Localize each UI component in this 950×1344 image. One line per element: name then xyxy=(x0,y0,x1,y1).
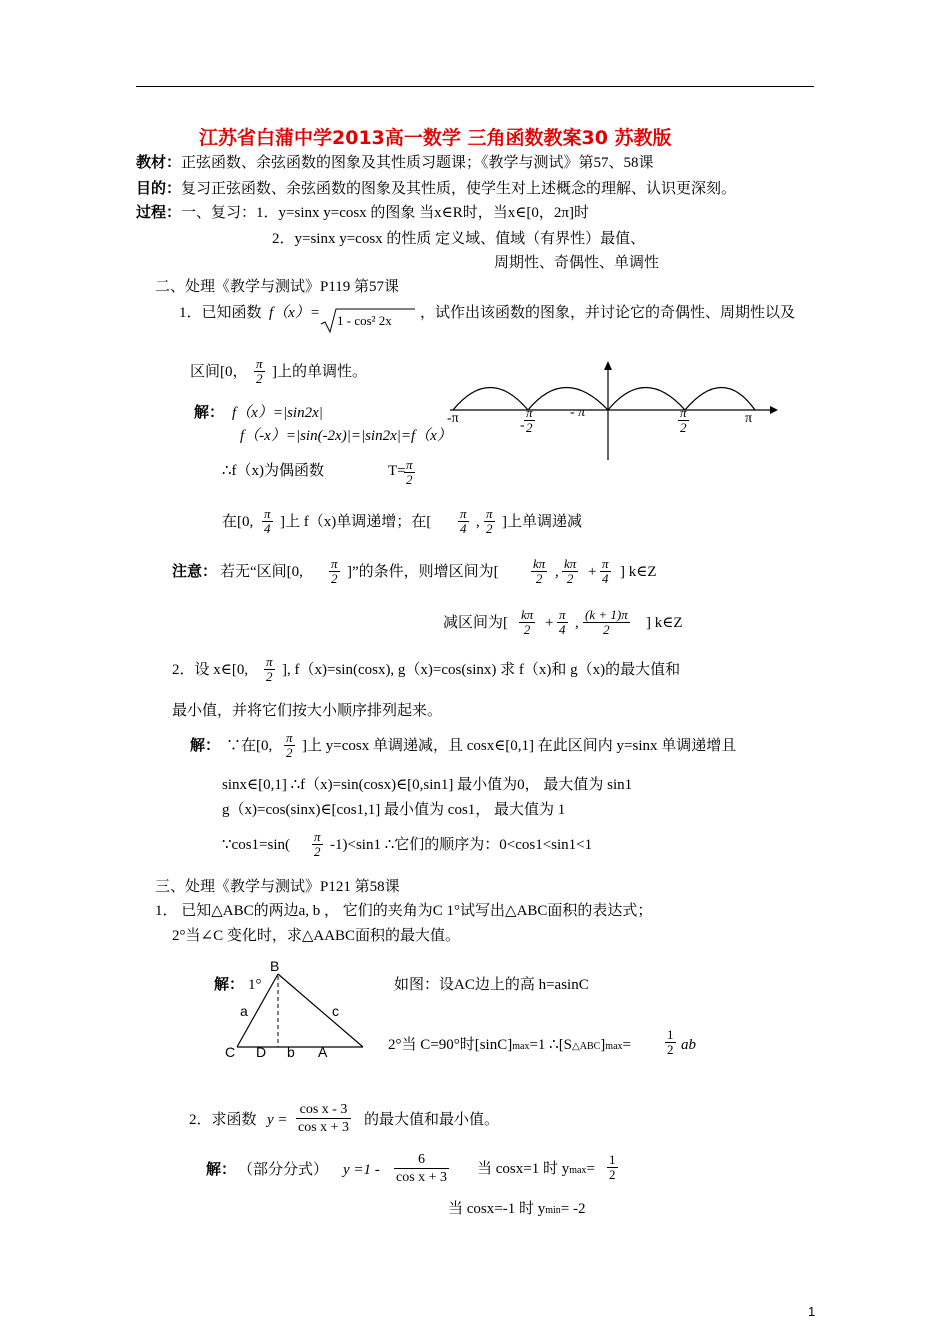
label-neg-pi: -π xyxy=(447,411,459,426)
s2-sol-l4-a: 在[0, xyxy=(222,514,254,530)
s2-sol2-label: 解： xyxy=(190,738,221,754)
frac-den: 2 xyxy=(331,571,338,586)
s2-sol-l4-c: ]上单调递减 xyxy=(502,514,582,530)
s2-sol2-l2: sinx∈[0,1] ∴f（x)=sin(cosx)∈[0,sin1] 最小值为0， 最大值为 sin1 xyxy=(222,777,633,793)
tri-label-c: c xyxy=(332,1003,339,1019)
frac-q2 xyxy=(296,1101,351,1136)
frac-den: 2 xyxy=(680,420,687,435)
s2-q1-suffix: ，试作出该函数的图象，并讨论它的奇偶性、周期性以及 xyxy=(420,305,796,321)
frac-den: 2 xyxy=(523,622,531,637)
frac-num: π xyxy=(460,506,467,521)
s2-q2-line2: 最小值，并将它们按大小顺序排列起来。 xyxy=(172,703,443,719)
frac-q2-pi-2 xyxy=(264,655,275,684)
s3-2deg-max2: max xyxy=(605,1041,623,1052)
s3-sol2-c-text: 当 cosx=1 时 y xyxy=(477,1161,570,1177)
label-pi: π xyxy=(745,411,753,426)
s3-2deg-b: =1 ∴[S xyxy=(529,1037,573,1053)
frac-kpi-2-b xyxy=(562,557,578,586)
frac-den: 2 xyxy=(486,521,493,536)
frac-den: 2 xyxy=(256,371,263,386)
process-label: 过程： xyxy=(136,205,182,221)
frac-num: π xyxy=(314,829,321,844)
frac-den: 4 xyxy=(264,521,271,536)
frac-den: 2 xyxy=(266,669,273,684)
s2-sol-l4-b: ]上 f（x)单调递增；在[ xyxy=(280,514,432,530)
frac-den: 2 xyxy=(609,1167,616,1182)
frac-num: π xyxy=(406,457,413,472)
frac-pi-4-c xyxy=(600,557,611,586)
frac-num: (k + 1)π xyxy=(585,607,628,622)
frac-den: 2 xyxy=(535,571,543,586)
material-text: 正弦函数、余弦函数的图象及其性质习题课；《教学与测试》第57、58课 xyxy=(181,155,654,171)
material-line xyxy=(136,153,654,173)
document-title: 江苏省白蒲中学2013高一数学 三角函数教案30 苏教版 xyxy=(199,127,672,149)
frac-num: kπ xyxy=(521,607,534,622)
frac-num: π xyxy=(286,730,293,745)
s3-sol-1deg: 1° xyxy=(248,977,262,993)
frac-den: 4 xyxy=(460,521,467,536)
tri-label-a: a xyxy=(240,1003,248,1019)
frac-den: 2 xyxy=(526,420,533,435)
frac-k1pi-2 xyxy=(583,608,630,637)
goal-text: 复习正弦函数、余弦函数的图象及其性质，使学生对上述概念的理解、认识更深刻。 xyxy=(181,181,737,197)
s2-sol-l3: ∴f（x)为偶函数 xyxy=(222,463,325,479)
s3-sol2-label: 解： xyxy=(206,1162,237,1178)
note-kz: ] k∈Z xyxy=(620,564,657,580)
s2-sol2-l4-b: -1)<sin1 ∴它们的顺序为：0<cos1<sin1<1 xyxy=(330,837,593,853)
s2-q1-line2-b: ]上的单调性。 xyxy=(272,364,367,380)
frac-den: cos x + 3 xyxy=(298,1120,350,1135)
frac-T xyxy=(404,458,415,487)
frac-pi-over-2-b xyxy=(484,507,495,536)
tri-label-B: B xyxy=(270,958,280,974)
frac-den: 4 xyxy=(559,622,566,637)
frac-pi-over-4 xyxy=(262,507,273,536)
s3-2deg-c: ] xyxy=(600,1037,606,1053)
s3-sol-ab: ab xyxy=(681,1037,696,1053)
material-label: 教材： xyxy=(136,155,182,171)
s3-q1-l2: 2°当∠C 变化时，求△AABC面积的最大值。 xyxy=(172,928,461,944)
frac-den: 2 xyxy=(406,472,413,487)
frac-pi-4-d xyxy=(557,608,568,637)
s3-sol2-c xyxy=(477,1159,595,1181)
s2-q1-line2-a: 区间[0， xyxy=(190,364,248,380)
s3-q1-l1: 1． 已知△ABC的两边a, b ， 它们的夹角为C 1°试写出△ABC面积的表达式； xyxy=(155,903,653,919)
frac-num: π xyxy=(264,506,271,521)
s3-sol2-max: max xyxy=(569,1165,587,1176)
s2-sol-l2: f（-x）=|sin(-2x)|=|sin2x|=f（x） xyxy=(240,428,452,444)
frac-den: 2 xyxy=(667,1042,674,1057)
frac-num: 6 xyxy=(394,1151,449,1169)
s3-q2-b: 的最大值和最小值。 xyxy=(364,1112,500,1128)
abs-sin-graph xyxy=(445,360,785,465)
frac-num: π xyxy=(486,506,493,521)
s3-sol2-d-text: 当 cosx=-1 时 y xyxy=(448,1201,546,1217)
frac-sol2-pi-2-b xyxy=(312,830,323,859)
frac-num: π xyxy=(256,356,263,371)
frac-num: cos x - 3 xyxy=(296,1101,351,1119)
frac-kpi-2 xyxy=(531,557,547,586)
s3-2deg-a: 2°当 C=90°时[sinC] xyxy=(388,1037,513,1053)
frac-one-half xyxy=(665,1028,676,1057)
s3-sol-label: 解： xyxy=(214,977,245,993)
note-b: ]”的条件，则增区间为[ xyxy=(347,564,499,580)
process-text-1: 一、复习：1．y=sinx y=cosx 的图象 当x∈R时，当x∈[0，2π]时 xyxy=(181,205,589,221)
s2-q1-prefix: 1．已知函数 xyxy=(179,305,262,321)
process-line-3: 周期性、奇偶性、单调性 xyxy=(494,255,660,271)
frac-sol2-pi-2 xyxy=(284,731,295,760)
label-neg-pi-2: - π xyxy=(570,405,586,420)
s3-sol2-a: （部分分式） xyxy=(238,1162,329,1178)
s2-sol2-b: ]上 y=cosx 单调递减，且 cosx∈[0,1] 在此区间内 y=sinx 单调递增且 xyxy=(302,738,737,754)
frac-sol2 xyxy=(394,1151,449,1186)
s3-sol2-y: y =1 - xyxy=(343,1162,380,1178)
frac-note-pi-2 xyxy=(329,557,340,586)
s2-sol2-a: ∵在[0, xyxy=(226,738,273,754)
s2-sol-label: 解： xyxy=(194,405,225,421)
s2-sol2-l3: g（x)=cos(sinx)∈[cos1,1] 最小值为 cos1， 最大值为 1 xyxy=(222,802,566,818)
frac-den: cos x + 3 xyxy=(396,1170,448,1185)
frac-num: π xyxy=(331,556,338,571)
frac-den: 2 xyxy=(314,844,321,859)
frac-num: 1 xyxy=(667,1027,674,1042)
s3-2deg-d: = xyxy=(622,1037,631,1053)
s3-sol2-min: min xyxy=(545,1205,561,1216)
section3-heading: 三、处理《教学与测试》P121 第58课 xyxy=(155,879,400,895)
top-rule xyxy=(136,86,814,87)
s2-q2-a: 2．设 x∈[0, xyxy=(172,662,249,678)
s2-sol-l1: f（x）=|sin2x| xyxy=(232,405,323,421)
tri-label-b: b xyxy=(287,1044,295,1060)
process-line-2: 2．y=sinx y=cosx 的性质 定义域、值域（有界性）最值、 xyxy=(272,231,646,247)
s3-sol-2deg xyxy=(388,1035,631,1057)
s3-sol2-e: = -2 xyxy=(560,1201,586,1217)
note-label: 注意： xyxy=(172,564,218,580)
frac-num: kπ xyxy=(564,556,577,571)
frac-num: 1 xyxy=(609,1152,616,1167)
goal-label: 目的： xyxy=(136,181,182,197)
frac-pi-over-4-b xyxy=(458,507,469,536)
label-pi-half xyxy=(678,406,689,435)
frac-num: kπ xyxy=(533,556,546,571)
frac-num: π xyxy=(559,607,566,622)
tri-label-C: C xyxy=(225,1044,236,1060)
triangle-diagram xyxy=(228,970,368,1052)
label-neg-sign: - xyxy=(520,418,525,433)
frac-pi-over-2 xyxy=(254,357,265,386)
tri-label-A: A xyxy=(318,1044,328,1060)
s2-q1-sqrt-content: 1 - cos² 2x xyxy=(337,313,392,328)
frac-den: 2 xyxy=(566,571,574,586)
s3-2deg-sub: △ABC xyxy=(572,1041,601,1052)
goal-line xyxy=(136,179,736,199)
label-neg-pi-half xyxy=(524,406,535,435)
tri-label-D: D xyxy=(256,1044,267,1060)
s2-sol2-l4-a: ∵cos1=sin( xyxy=(222,837,290,853)
side-c xyxy=(278,974,363,1047)
frac-num: π xyxy=(602,556,609,571)
frac-kpi-2-c xyxy=(519,608,535,637)
x-axis-arrow xyxy=(770,406,778,414)
frac-sol2-half xyxy=(607,1153,618,1182)
s2-q1-fx: f（x）= xyxy=(269,305,320,321)
frac-den: 2 xyxy=(603,622,610,637)
curve xyxy=(453,388,755,411)
s3-q2-y: y = xyxy=(267,1112,288,1128)
process-line-1 xyxy=(136,203,589,223)
s3-q2-a: 2．求函数 xyxy=(189,1112,257,1128)
frac-num: π xyxy=(266,654,273,669)
frac-den: 4 xyxy=(602,571,609,586)
page-number: 1 xyxy=(808,1304,816,1319)
y-axis-arrow xyxy=(604,361,612,370)
s3-sol-fig: 如图：设AC边上的高 h=asinC xyxy=(394,977,589,993)
section2-heading: 二、处理《教学与测试》P119 第57课 xyxy=(155,279,400,295)
note2-a: 减区间为[ xyxy=(443,615,508,631)
frac-num: π xyxy=(526,405,533,420)
s3-sol2-eq: = xyxy=(586,1161,595,1177)
s3-2deg-max: max xyxy=(512,1041,530,1052)
frac-num: π xyxy=(680,405,687,420)
s2-sol-T: T= xyxy=(388,463,406,479)
note-a: 若无“区间[0, xyxy=(220,564,303,580)
s3-sol2-d xyxy=(448,1199,585,1221)
note2-kz: ] k∈Z xyxy=(646,615,683,631)
s2-q2-b: ], f（x)=sin(cosx), g（x)=cos(sinx) 求 f（x)和 g（x)的最大值和 xyxy=(282,662,681,678)
frac-den: 2 xyxy=(286,745,293,760)
